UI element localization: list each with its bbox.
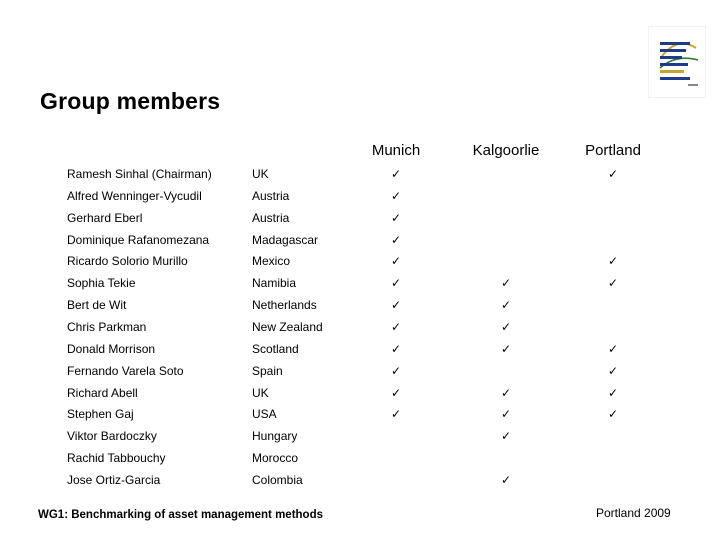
member-country: Mexico	[252, 254, 291, 269]
table-row	[0, 470, 720, 490]
attendance-check-munich: ✓	[390, 188, 402, 203]
attendance-check-portland: ✓	[607, 254, 619, 269]
member-name: Alfred Wenninger-Vycudil	[67, 188, 202, 203]
attendance-check-munich: ✓	[390, 319, 402, 334]
member-name: Viktor Bardoczky	[67, 429, 157, 444]
footer-event: Portland 2009	[596, 506, 671, 520]
member-name: Sophia Tekie	[67, 276, 136, 291]
table-row	[0, 317, 720, 337]
table-row	[0, 164, 720, 184]
member-name: Ramesh Sinhal (Chairman)	[67, 167, 212, 181]
attendance-check-munich: ✓	[390, 407, 402, 422]
member-country: Hungary	[252, 429, 298, 444]
attendance-check-kalgoorlie: ✓	[500, 298, 512, 313]
member-name: Dominique Rafanomezana	[67, 232, 210, 247]
table-row	[0, 404, 720, 424]
column-header-munich: Munich	[371, 142, 421, 159]
member-country: Austria	[252, 188, 290, 203]
member-name: Bert de Wit	[67, 298, 127, 313]
member-country: UK	[252, 167, 269, 181]
member-country: Madagascar	[252, 232, 319, 247]
member-name: Fernando Varela Soto	[67, 363, 184, 378]
attendance-check-portland: ✓	[607, 167, 619, 181]
world-road-association-logo	[648, 26, 706, 98]
table-row	[0, 361, 720, 381]
attendance-check-munich: ✓	[390, 167, 402, 181]
member-country: Spain	[252, 363, 283, 378]
table-row	[0, 448, 720, 468]
member-country: UK	[252, 385, 269, 400]
attendance-check-munich: ✓	[390, 210, 402, 225]
table-row	[0, 186, 720, 206]
member-name: Richard Abell	[67, 385, 138, 400]
attendance-check-portland: ✓	[607, 276, 619, 291]
member-country: Colombia	[252, 472, 303, 487]
attendance-check-munich: ✓	[390, 254, 402, 269]
member-country: Scotland	[252, 341, 299, 356]
table-row	[0, 208, 720, 228]
table-row	[0, 295, 720, 315]
attendance-check-kalgoorlie: ✓	[500, 319, 512, 334]
member-country: Austria	[252, 210, 290, 225]
member-country: Namibia	[252, 276, 297, 291]
attendance-check-portland: ✓	[607, 341, 619, 356]
attendance-check-munich: ✓	[390, 276, 402, 291]
attendance-check-munich: ✓	[390, 232, 402, 247]
attendance-check-kalgoorlie: ✓	[500, 276, 512, 291]
table-row	[0, 230, 720, 250]
member-country: USA	[252, 407, 277, 422]
member-name: Jose Ortiz-Garcia	[67, 472, 161, 487]
table-row	[0, 426, 720, 446]
attendance-check-munich: ✓	[390, 363, 402, 378]
column-header-kalgoorlie: Kalgoorlie	[472, 142, 540, 159]
attendance-check-munich: ✓	[390, 298, 402, 313]
slide-title: Group members	[40, 88, 221, 114]
member-name: Stephen Gaj	[67, 407, 134, 422]
member-name: Rachid Tabbouchy	[67, 451, 166, 466]
attendance-check-kalgoorlie: ✓	[500, 472, 512, 487]
table-row	[0, 339, 720, 359]
attendance-check-kalgoorlie: ✓	[500, 407, 512, 422]
attendance-check-portland: ✓	[607, 385, 619, 400]
member-name: Gerhard Eberl	[67, 210, 143, 225]
attendance-check-portland: ✓	[607, 363, 619, 378]
attendance-check-portland: ✓	[607, 407, 619, 422]
attendance-check-kalgoorlie: ✓	[500, 385, 512, 400]
attendance-check-kalgoorlie: ✓	[500, 341, 512, 356]
member-country: Morocco	[252, 451, 299, 466]
table-row	[0, 383, 720, 403]
attendance-check-munich: ✓	[390, 341, 402, 356]
member-name: Ricardo Solorio Murillo	[67, 254, 188, 269]
member-country: New Zealand	[252, 319, 323, 334]
table-row	[0, 251, 720, 271]
attendance-check-munich: ✓	[390, 385, 402, 400]
member-country: Netherlands	[252, 298, 317, 313]
attendance-check-kalgoorlie: ✓	[500, 429, 512, 444]
column-header-portland: Portland	[585, 142, 641, 159]
member-name: Donald Morrison	[67, 341, 156, 356]
member-name: Chris Parkman	[67, 319, 147, 334]
table-row	[0, 273, 720, 293]
footer-working-group: WG1: Benchmarking of asset management methods	[38, 509, 324, 521]
